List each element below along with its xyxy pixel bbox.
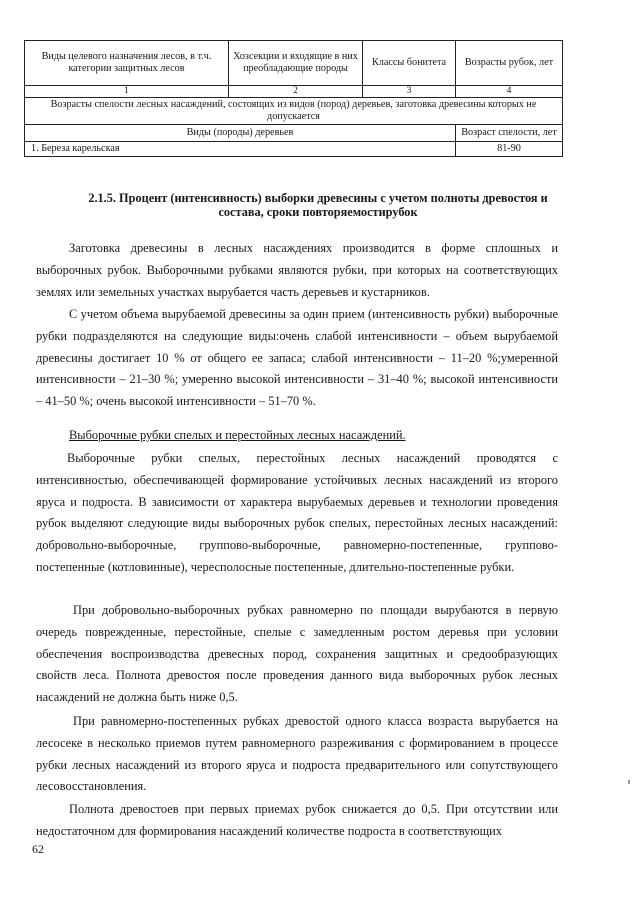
column-number: 2 [229,86,363,98]
table-cell-species: 1. Береза карельская [25,142,456,157]
paragraph: При добровольно-выборочных рубках равномерно по площади вырубаются в первую очередь поврежденные, перестойные, спелые с замедленным ростом деревья при условии обеспечения воспроизводства древесных пород, сохранения защитных и средообразующих свойств леса. Полнота древостоя после проведения данного вида выборочных рубок лесных насаждений не должна быть ниже 0,5. [36,603,558,705]
paragraph: При равномерно-постепенных рубках древостой одного класса возраста вырубается на лесосеке в несколько приемов путем равномерного разреживания с формированием в процессе рубки лесных насаждений из второго яруса и подроста предварительного или сопутствующего лесовосстановления. [36,714,558,794]
page-number: 62 [32,842,44,856]
column-number: 4 [456,86,563,98]
scan-mark [628,780,630,784]
paragraph: Заготовка древесины в лесных насаждениях производится в форме сплошных и выборочных рубок. Выборочными рубками являются рубки, при которых на соответствующих землях или земельных участках вырубается часть деревьев и кустарников. [36,241,558,299]
table-cell-age: 81-90 [456,142,563,157]
table-subheader-age: Возраст спелости, лет [456,125,563,142]
table-header-cell: Виды целевого назначения лесов, в т.ч. категории защитных лесов [25,41,229,86]
table-subheader-row [25,125,563,142]
paragraph: С учетом объема вырубаемой древесины за один прием (интенсивность рубки) выборочные рубки подразделяются на следующие виды:очень слабой интенсивности – объем вырубаемой древесины достигает 10 % от общего ее запаса; слабой интенсивности – 11–20 %;умеренной интенсивности – 21–30 %; умеренно высокой интенсивности – 31–40 %; высокой интенсивности – 41–50 %; очень высокой интенсивности – 51–70 %. [36,307,558,409]
table-subheader-species: Виды (породы) деревьев [25,125,456,142]
table-row [25,142,563,157]
table-header-cell: Возрасты рубок, лет [456,41,563,86]
column-number: 3 [363,86,456,98]
paragraph: Полнота древостоев при первых приемах рубок снижается до 0,5. При отсутствии или недостаточном для формирования насаждений количестве подроста в соответствующих [36,802,558,838]
section-heading: 2.1.5. Процент (интенсивность) выборки древесины с учетом полноты древостоя и состава, сроки повторяемостирубок [88,191,548,219]
table-header-cell: Хозсекции и входящие в них преобладающие породы [229,41,363,86]
underlined-subheading: Выборочные рубки спелых и перестойных лесных насаждений. [69,428,406,442]
table-number-row [25,86,563,98]
table-header-row [25,41,563,86]
table-span-title: Возрасты спелости лесных насаждений, состоящих из видов (пород) деревьев, заготовка древесины которых не допускается [25,98,563,125]
column-number: 1 [25,86,229,98]
table-span-row [25,98,563,125]
table-header-cell: Классы бонитета [363,41,456,86]
cutting-age-table [24,40,563,157]
paragraph: Выборочные рубки спелых, перестойных лесных насаждений проводятся с интенсивностью, обеспечивающей формирование устойчивых лесных насаждений из второго яруса и подроста. В зависимости от характера вырубаемых деревьев и технологии проведения рубок выделяют следующие виды выборочных рубок спелых, перестойных лесных насаждений: добровольно-выборочные, группово-выборочные, равномерно-постепенные, группово-постепенные (котловинные), чересполосные постепенные, длительно-постепенные рубки. [36,451,558,574]
